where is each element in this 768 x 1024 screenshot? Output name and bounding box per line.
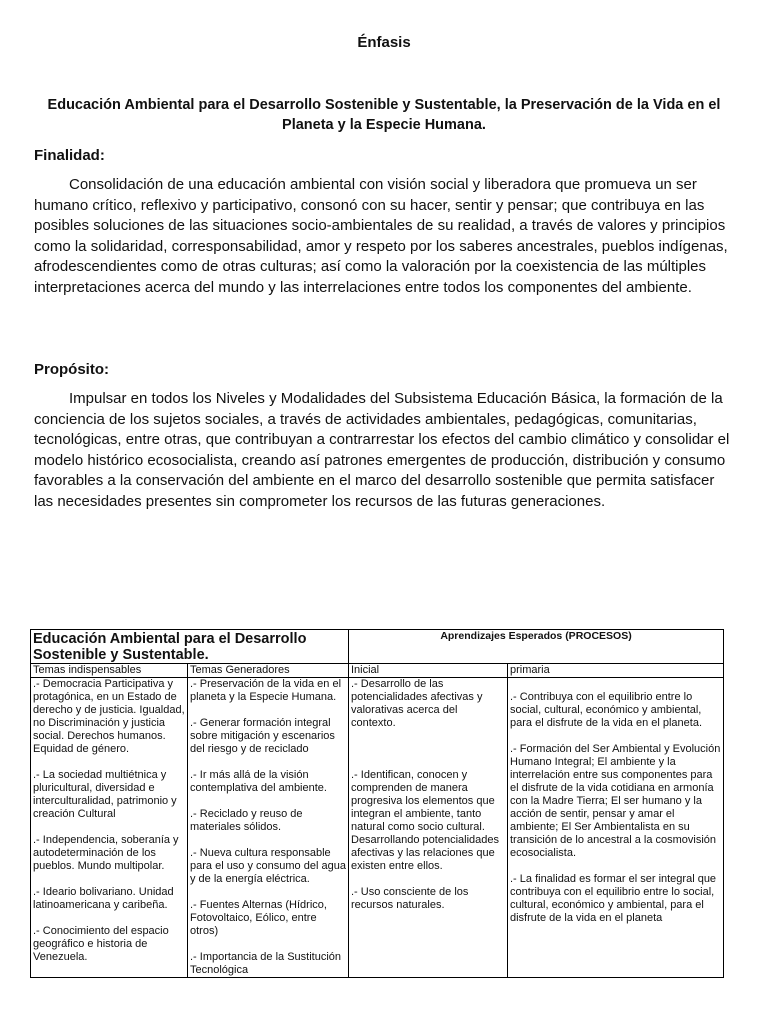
list-item: .- Uso consciente de los recursos naturales. bbox=[351, 886, 469, 911]
table-title-row bbox=[31, 630, 724, 664]
cell-inicial bbox=[349, 678, 508, 978]
list-item: .- Ir más allá de la visión contemplativa del ambiente. bbox=[190, 769, 327, 794]
list-item: .- Independencia, soberanía y autodeterminación de los pueblos. Mundo multipolar. bbox=[33, 834, 179, 872]
list-item: .- Democracia Participativa y protagónica, en un Estado de derecho y de justicia. Igualdad, no Discriminación y justicia social. Derechos humanos. Equidad de género. bbox=[33, 678, 185, 755]
col-header-primaria: primaria bbox=[508, 664, 724, 678]
aprendizajes-header: Aprendizajes Esperados (PROCESOS) bbox=[349, 630, 724, 664]
col-header-inicial: Inicial bbox=[349, 664, 508, 678]
list-item: .- Preservación de la vida en el planeta y la Especie Humana. bbox=[190, 678, 342, 703]
finalidad-paragraph: Consolidación de una educación ambiental con visión social y liberadora que promueva un ser humano crítico, reflexivo y participativo, consonó con su hacer, sentir y pensar; que contribuya en las posibles soluciones de las situaciones socio-ambientales de su realidad, a través de valores y principios como la solidaridad, corresponsabilidad, amor y respeto por los saberes ancestrales, pueblos indígenas, afrodescendientes como de otras culturas; así como la valoración por la coexistencia de las múltiples interpretaciones acerca del mundo y las interrelaciones entre todos los componentes del ambiente. bbox=[34, 176, 728, 296]
finalidad-label: Finalidad: bbox=[34, 147, 105, 164]
cell-indispensables bbox=[31, 678, 188, 978]
list-item: .- La finalidad es formar el ser integral que contribuya con el equilibrio entre lo social, cultural, económico y ambiental, para el disfrute de la vida en el planeta bbox=[510, 873, 717, 924]
list-item: .- Reciclado y reuso de materiales sólidos. bbox=[190, 808, 303, 833]
main-heading: Educación Ambiental para el Desarrollo Sostenible y Sustentable, la Preservación de la Vida en el Planeta y la Especie Humana. bbox=[47, 97, 721, 133]
cell-generadores bbox=[188, 678, 349, 978]
list-item: .- Conocimiento del espacio geográfico e historia de Venezuela. bbox=[33, 925, 169, 963]
list-item: .- Formación del Ser Ambiental y Evolución Humano Integral; El ambiente y la interrelación entre sus componentes para el disfrute de la vida cotidiana en armonía con la Madre Tierra; El ser humano y la acción de sentir, pensar y amar el ambiente; El Ser Ambientalista en su transición de lo ancestral a la cosmovisión ecosocialista. bbox=[510, 743, 721, 859]
proposito-label: Propósito: bbox=[34, 361, 109, 378]
list-item: .- Nueva cultura responsable para el uso y consumo del agua y de la energía eléctrica. bbox=[190, 847, 346, 885]
col-header-generadores: Temas Generadores bbox=[188, 664, 349, 678]
list-item: .- Desarrollo de las potencialidades afectivas y valorativas acerca del contexto. bbox=[351, 678, 483, 729]
list-item: .- Contribuya con el equilibrio entre lo social, cultural, económico y ambiental, para el disfrute de la vida en el planeta. bbox=[510, 691, 703, 729]
list-item: .- Importancia de la Sustitución Tecnológica bbox=[190, 951, 342, 976]
table-body-row bbox=[31, 678, 724, 978]
col-header-indispensables: Temas indispensables bbox=[31, 664, 188, 678]
list-item: .- Fuentes Alternas (Hídrico, Fotovoltaico, Eólico, entre otros) bbox=[190, 899, 327, 937]
page-title: Énfasis bbox=[357, 34, 411, 51]
list-item: .- Generar formación integral sobre mitigación y escenarios del riesgo y de reciclado bbox=[190, 717, 335, 755]
cell-primaria bbox=[508, 678, 724, 978]
list-item: .- Identifican, conocen y comprenden de manera progresiva los elementos que integran el ambiente, tanto natural como socio cultural. Desarrollando potencialidades afectivas y las relaciones que existen entre ellos. bbox=[351, 769, 499, 872]
table-title: Educación Ambiental para el Desarrollo Sostenible y Sustentable. bbox=[31, 630, 349, 664]
table-header-row bbox=[31, 664, 724, 678]
list-item: .- La sociedad multiétnica y pluricultural, diversidad e interculturalidad, patrimonio y creación Cultural bbox=[33, 769, 177, 820]
proposito-paragraph: Impulsar en todos los Niveles y Modalidades del Subsistema Educación Básica, la formación de la conciencia de los sujetos sociales, a través de actividades ambientales, pedagógicas, comunitarias, tecnológicas, entre otras, que contribuyan a contrarrestar los efectos del cambio climático y consolidar el modelo histórico ecosocialista, creando así patrones emergentes de producción, distribución y consumo favorables a la conservación del ambiente en el marco del desarrollo sostenible que permita satisfacer las necesidades presentes sin comprometer los recursos de las futuras generaciones. bbox=[34, 390, 730, 510]
list-item: .- Ideario bolivariano. Unidad latinoamericana y caribeña. bbox=[33, 886, 174, 911]
enfasis-table bbox=[30, 629, 724, 978]
